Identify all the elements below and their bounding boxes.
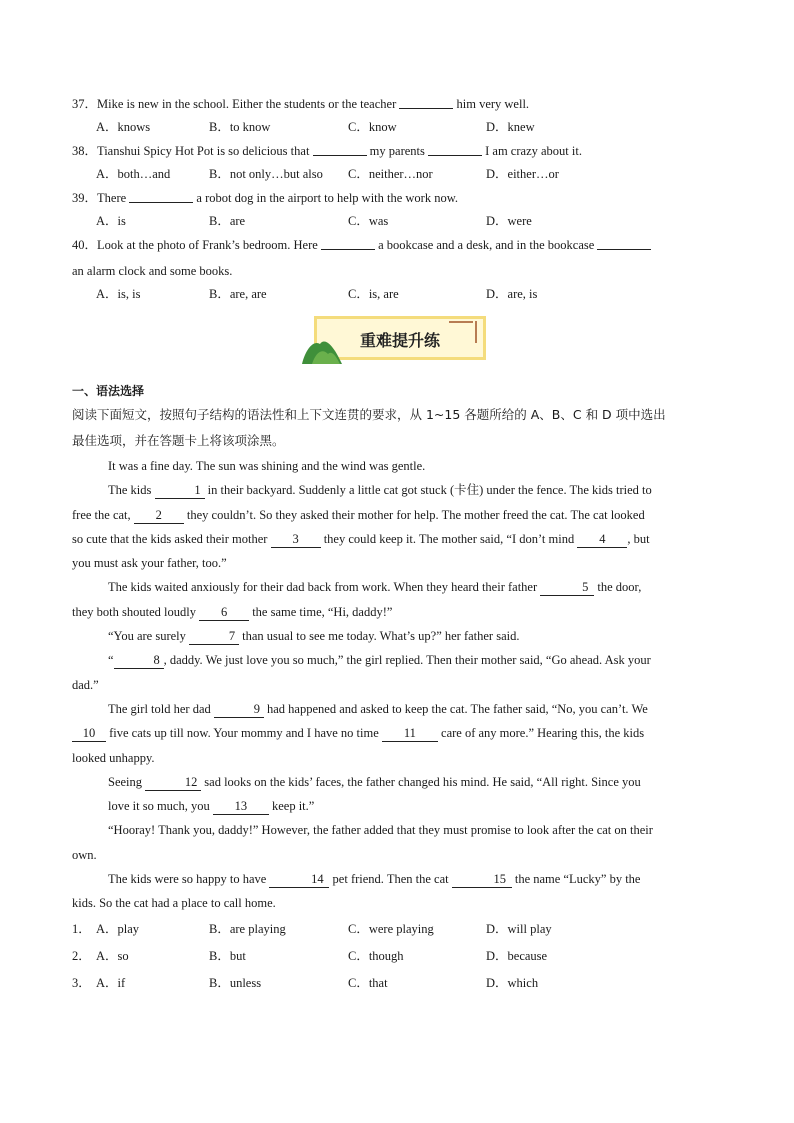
paragraph-line: [72, 600, 722, 624]
passage-text: the same time, “Hi, daddy!”: [249, 604, 393, 619]
instruction-line: 阅读下面短文，按照句子结构的语法性和上下文连贯的要求，从 1~15 各题所给的 A、B、C 和 D 项中选出: [72, 407, 666, 422]
passage-text: The girl told her dad: [108, 701, 214, 716]
answer-blank: [428, 143, 482, 156]
question-text: him very well.: [453, 97, 530, 111]
paragraph: [72, 867, 722, 891]
option-c: C．that: [348, 975, 388, 990]
options-40: [72, 281, 722, 308]
answer-options-2: [72, 943, 722, 970]
paragraph: “Hooray! Thank you, daddy!” However, the father added that they must promise to look after the cat on their: [108, 823, 653, 838]
question-text: Tianshui Spicy Hot Pot is so delicious that: [97, 144, 313, 158]
answer-blank: [129, 190, 193, 203]
instruction-line: 最佳选项，并在答题卡上将该项涂黑。: [72, 433, 285, 448]
blank-7: 7: [189, 629, 239, 645]
options-38: [72, 161, 722, 188]
blank-15: 15: [452, 872, 512, 888]
blank-3: 3: [271, 532, 321, 548]
options-39: [72, 208, 722, 235]
option-b: B．unless: [209, 975, 262, 990]
option-d: D．are, is: [486, 287, 538, 301]
passage-text: the door,: [594, 580, 642, 595]
paragraph: [72, 575, 722, 599]
passage-text: “You are surely: [108, 629, 190, 644]
question-text: Mike is new in the school. Either the students or the teacher: [97, 97, 400, 111]
option-c: C．were playing: [348, 921, 434, 936]
passage-text: Seeing: [108, 774, 146, 789]
question-39: [72, 188, 722, 208]
option-c: C．neither…nor: [348, 167, 433, 181]
paragraph-line: kids. So the cat had a place to call home.: [72, 896, 276, 911]
passage-text: pet friend. Then the cat: [329, 872, 452, 887]
option-b: B．are playing: [209, 921, 286, 936]
badge-corner-mark: [449, 321, 473, 323]
answer-number: 2．: [72, 948, 91, 963]
option-c: C．is, are: [348, 287, 399, 301]
answer-blank: [313, 143, 367, 156]
passage-text: The kids waited anxiously for their dad back from work. When they heard their father: [108, 580, 541, 595]
hill-icon: [302, 336, 342, 364]
question-number: 38．: [72, 144, 98, 158]
passage-text: they couldn’t. So they asked their mother for help. The mother freed the cat. The cat looked: [183, 507, 645, 522]
answer-blank: [321, 237, 375, 250]
option-c: C．was: [348, 214, 389, 228]
paragraph: [72, 624, 722, 648]
passage-text: keep it.”: [268, 799, 315, 814]
question-38: [72, 141, 722, 161]
option-c: C．know: [348, 120, 397, 134]
options-37: [72, 114, 722, 141]
passage-text: The kids: [108, 483, 155, 498]
blank-5: 5: [540, 580, 594, 596]
paragraph: It was a fine day. The sun was shining and the wind was gentle.: [108, 459, 426, 473]
paragraph: [72, 478, 722, 502]
option-d: D．were: [486, 214, 532, 228]
option-a: A．is, is: [96, 287, 141, 301]
section-title: 一、语法选择: [72, 384, 145, 398]
question-number: 39．: [72, 191, 98, 205]
passage-text: “: [108, 653, 114, 668]
option-b: B．are: [209, 214, 246, 228]
answer-options-3: [72, 970, 722, 997]
answer-number: 3．: [72, 975, 91, 990]
answer-blank: [597, 237, 651, 250]
question-40: [72, 235, 722, 255]
question-40-line2: an alarm clock and some books.: [72, 264, 233, 278]
option-b: B．are, are: [209, 287, 267, 301]
answer-options-1: [72, 916, 722, 943]
question-text: a robot dog in the airport to help with the work now.: [193, 191, 459, 205]
section-badge-wrap: [72, 312, 722, 382]
passage-text: they could keep it. The mother said, “I don’t mind: [320, 531, 578, 546]
paragraph-line: you must ask your father, too.”: [72, 556, 227, 571]
option-a: A．play: [96, 921, 140, 936]
paragraph-line: dad.”: [72, 677, 99, 692]
option-b: B．not only…but also: [209, 167, 323, 181]
paragraph: [72, 770, 722, 794]
passage-text: than usual to see me today. What’s up?” her father said.: [239, 629, 520, 644]
passage-text: love it so much, you: [108, 799, 213, 814]
question-text: a bookcase and a desk, and in the bookcase: [374, 238, 598, 252]
question-text: Look at the photo of Frank’s bedroom. Here: [97, 238, 321, 252]
passage-text: care of any more.” Hearing this, the kids: [437, 726, 645, 741]
blank-14: 14: [269, 872, 329, 888]
option-b: B．but: [209, 948, 246, 963]
blank-2: 2: [134, 508, 184, 524]
section-instruction: [72, 402, 722, 454]
paragraph-line: own.: [72, 847, 97, 862]
option-d: D．because: [486, 948, 548, 963]
option-d: D．will play: [486, 921, 552, 936]
passage-text: they both shouted loudly: [72, 604, 200, 619]
question-text: There: [97, 191, 130, 205]
option-a: A．both…and: [96, 167, 171, 181]
question-number: 37．: [72, 97, 98, 111]
blank-10: 10: [72, 726, 106, 742]
document-page: [72, 94, 722, 997]
question-number: 40．: [72, 238, 98, 252]
passage-text: , but: [627, 531, 650, 546]
paragraph-line: [72, 794, 722, 818]
option-a: A．knows: [96, 120, 151, 134]
blank-12: 12: [145, 775, 201, 791]
passage: [72, 454, 722, 916]
option-a: A．is: [96, 214, 126, 228]
option-d: D．knew: [486, 120, 535, 134]
paragraph-line: looked unhappy.: [72, 750, 155, 765]
blank-9: 9: [214, 702, 264, 718]
blank-1: 1: [155, 483, 205, 499]
badge-title: 重难提升练: [359, 331, 440, 350]
passage-text: five cats up till now. Your mommy and I have no time: [106, 726, 382, 741]
option-d: D．which: [486, 975, 539, 990]
blank-4: 4: [577, 532, 627, 548]
question-text: I am crazy about it.: [482, 144, 582, 158]
option-c: C．though: [348, 948, 404, 963]
option-a: A．if: [96, 975, 126, 990]
option-b: B．to know: [209, 120, 271, 134]
blank-13: 13: [213, 799, 269, 815]
paragraph: [72, 648, 722, 672]
passage-text: sad looks on the kids’ faces, the father changed his mind. He said, “All right. Since you: [201, 774, 641, 789]
answer-blank: [399, 96, 453, 109]
paragraph-line: [72, 503, 722, 527]
passage-text: The kids were so happy to have: [108, 872, 270, 887]
passage-text: so cute that the kids asked their mother: [72, 531, 271, 546]
paragraph-line: [72, 527, 722, 551]
passage-text: the name “Lucky” by the: [511, 872, 641, 887]
option-d: D．either…or: [486, 167, 559, 181]
passage-text: had happened and asked to keep the cat. The father said, “No, you can’t. We: [263, 701, 648, 716]
paragraph-line: [72, 721, 722, 745]
blank-6: 6: [199, 605, 249, 621]
passage-text: , daddy. We just love you so much,” the girl replied. Then their mother said, “Go ahead. Ask your: [163, 653, 651, 668]
answer-number: 1．: [72, 921, 91, 936]
question-37: [72, 94, 722, 114]
passage-text: in their backyard. Suddenly a little cat got stuck (卡住) under the fence. The kids tried to: [204, 483, 652, 498]
option-a: A．so: [96, 948, 129, 963]
blank-11: 11: [382, 726, 438, 742]
question-text: my parents: [366, 144, 428, 158]
blank-8: 8: [114, 653, 164, 669]
passage-text: free the cat,: [72, 507, 134, 522]
paragraph: [72, 697, 722, 721]
